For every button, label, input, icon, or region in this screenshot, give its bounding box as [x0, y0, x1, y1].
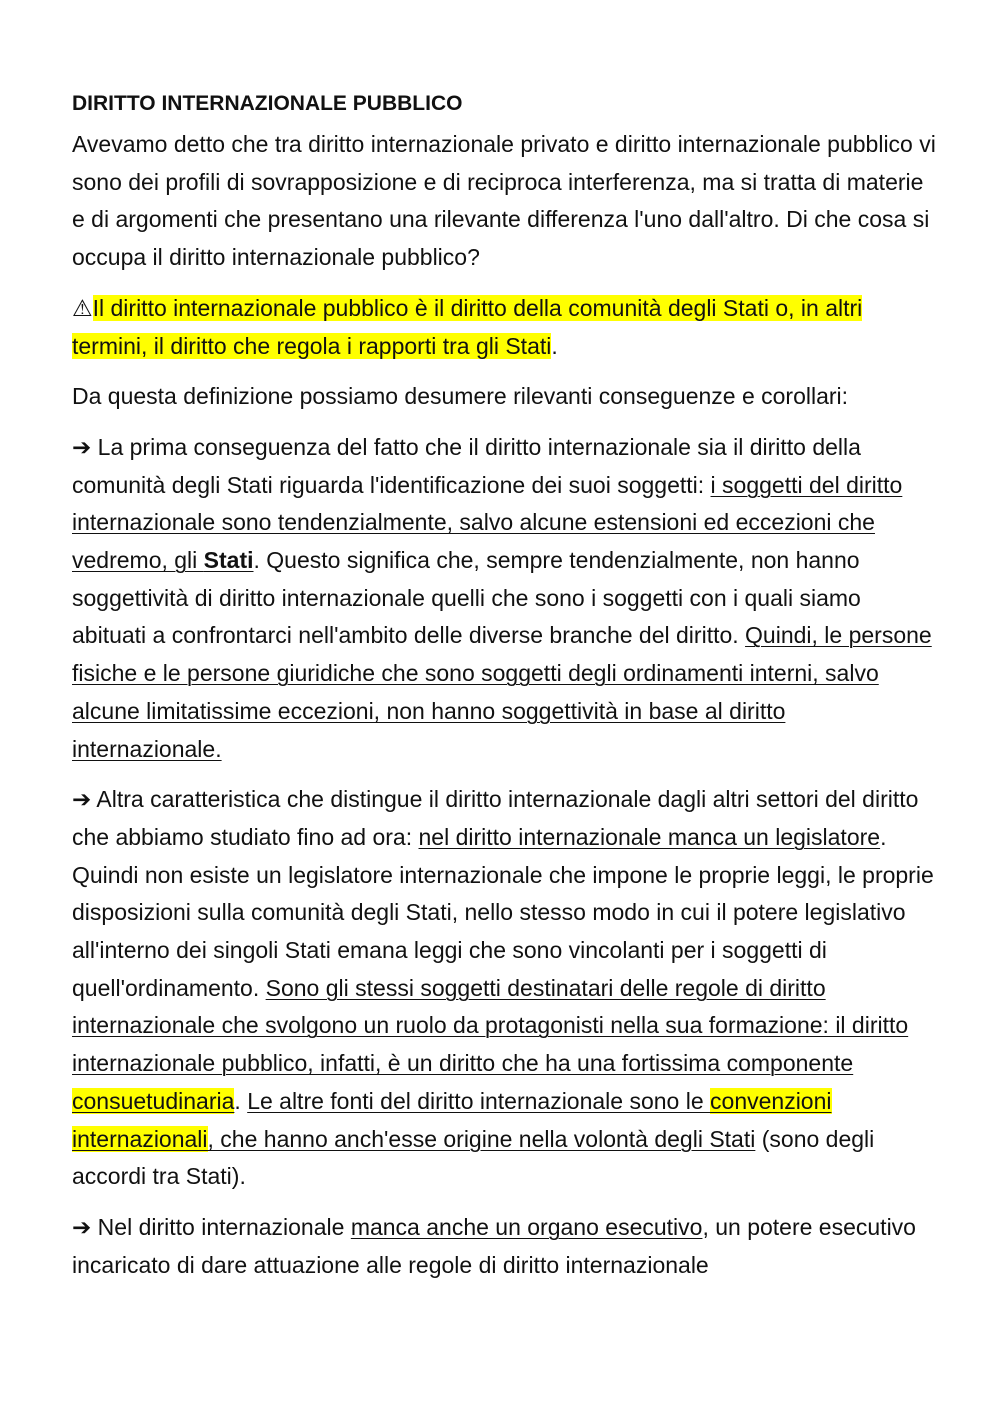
- highlighted-definition: Il diritto internazionale pubblico è il diritto della comunità degli Stati o, in altri termini, il diritto che regola i rapporti tra gli Stati: [72, 294, 863, 359]
- underlined-text: Sono gli stessi soggetti destinatari delle regole di diritto internazionale che svolgono un ruolo da protagonisti nella sua formazione: il diritto internazionale pubblico, infatti, è un diritto che ha una fortissima componente: [72, 974, 909, 1077]
- text-segment: Altra caratteristica che distingue il diritto internazionale dagli altri settori del diritto che abbiamo studiato fino ad ora:: [72, 786, 919, 850]
- text-segment: .: [234, 1087, 248, 1114]
- highlighted-consuetudinaria: consuetudinaria: [72, 1087, 235, 1114]
- paragraph-subjects: [72, 429, 938, 768]
- underlined-text: i soggetti del diritto internazionale sono tendenzialmente, salvo alcune estensioni ed eccezioni che vedremo, gli: [72, 471, 903, 574]
- bold-stati: Stati: [203, 547, 254, 574]
- underlined-text: Le altre fonti del diritto internazionale sono le: [247, 1087, 711, 1114]
- arrow-right-icon: ➔: [72, 1213, 92, 1240]
- underlined-segment: Quindi, le persone fisiche e le persone giuridiche che sono soggetti degli ordinamenti interni, salvo alcune limitatissime eccezioni, non hanno soggettività in base al diritto internazionale.: [72, 622, 932, 762]
- underlined-text: , che hanno anch'esse origine nella volontà degli Stati: [207, 1125, 756, 1152]
- text-segment: . Quindi non esiste un legislatore internazionale che impone le proprie leggi, le proprie disposizioni sulla comunità degli Stati, nello stesso modo in cui il potere legislativo all'interno dei singoli Stati emana leggi che sono vincolanti per i soggetti di quell'ordinamento.: [72, 823, 934, 1001]
- paragraph-executive: [72, 1209, 938, 1284]
- document-title: DIRITTO INTERNAZIONALE PUBBLICO: [72, 92, 463, 115]
- highlighted-convenzioni: convenzioni internazionali: [72, 1087, 832, 1152]
- text-segment: La prima conseguenza del fatto che il diritto internazionale sia il diritto della comunità degli Stati riguarda l'identificazione dei suoi soggetti:: [72, 433, 861, 498]
- underlined-segment: manca anche un organo esecutivo: [350, 1213, 703, 1240]
- definition-end: .: [551, 332, 558, 359]
- text-segment: Nel diritto internazionale: [91, 1213, 351, 1240]
- warning-icon: ⚠: [72, 294, 93, 321]
- paragraph-consequences: Da questa definizione possiamo desumere rilevanti conseguenze e corollari:: [72, 383, 849, 410]
- paragraph-definition: [72, 290, 938, 365]
- paragraph-legislator: [72, 781, 938, 1196]
- text-segment: , un potere esecutivo incaricato di dare attuazione alle regole di diritto internazionale: [72, 1213, 916, 1278]
- text-segment: (sono degli accordi tra Stati).: [72, 1125, 875, 1190]
- paragraph-intro: Avevamo detto che tra diritto internazionale privato e diritto internazionale pubblico vi sono dei profili di sovrapposizione e di reciproca interferenza, ma si tratta di materie e di argomenti che presentano una rilevante differenza l'uno dall'altro. Di che cosa si occupa il diritto internazionale pubblico?: [72, 131, 936, 271]
- text-segment: . Questo significa che, sempre tendenzialmente, non hanno soggettività di diritto internazionale quelli che sono i soggetti con i quali siamo abituati a confrontarci nell'ambito delle diverse branche del diritto.: [72, 547, 861, 649]
- arrow-right-icon: ➔: [72, 786, 92, 813]
- underlined-segment: nel diritto internazionale manca un legislatore: [418, 823, 881, 850]
- arrow-right-icon: ➔: [72, 433, 92, 460]
